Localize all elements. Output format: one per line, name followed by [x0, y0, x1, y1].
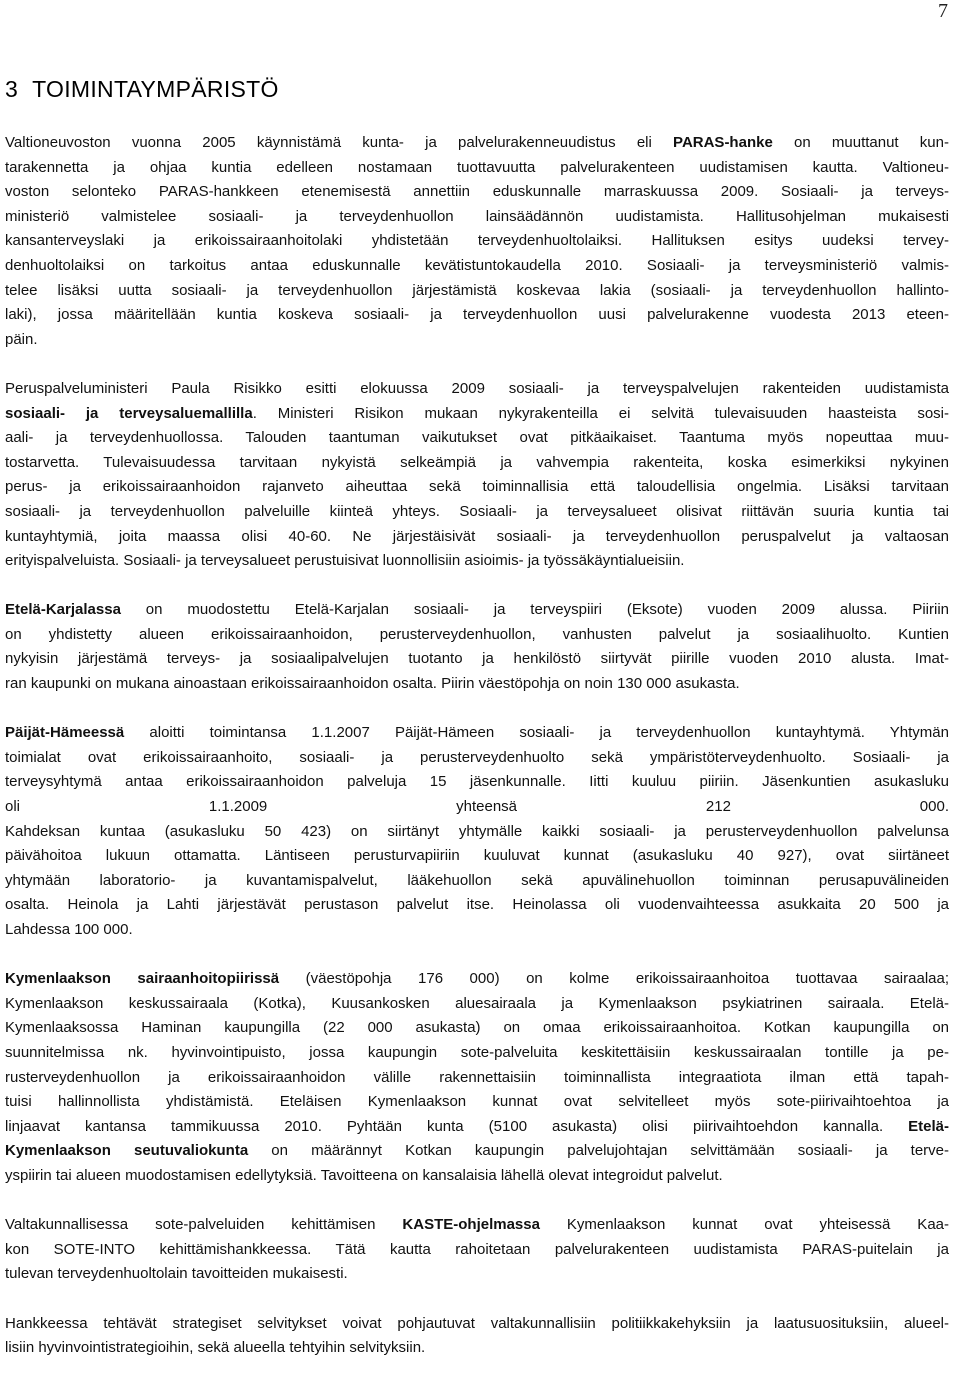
text-line: [5, 1090, 949, 1115]
bold-text: Etelä-Karjalassa: [5, 601, 121, 619]
text-line: [5, 1041, 949, 1066]
bold-text: sosiaali- ja terveysaluemallilla: [5, 404, 253, 422]
text-line: [5, 205, 949, 230]
text-line: [5, 623, 949, 648]
bold-text: KASTE-ohjelmassa: [402, 1216, 540, 1234]
text-line: [5, 426, 949, 451]
text-run: ministeriö valmistelee sosiaali- ja terveydenhuollon lainsäädännön uudistamista. Hallitusohjelman mukaisesti: [5, 207, 949, 225]
text-line: [5, 377, 949, 402]
text-line: [5, 303, 949, 328]
paragraph: [5, 1213, 949, 1287]
paragraph-gap: [5, 697, 949, 722]
text-line: [5, 1336, 949, 1361]
text-run: Valtioneuvoston vuonna 2005 käynnistämä kunta- ja palvelurakenneuudistus eli: [5, 134, 674, 151]
text-run: on muodostettu Etelä-Karjalan sosiaali- ja terveyspiiri (Eksote) vuoden 2009 alussa. Piiriin: [120, 601, 949, 619]
text-line: [5, 1115, 949, 1140]
paragraph: [5, 377, 949, 574]
text-run: on määrännyt Kotkan kaupungin palvelujohtajan selvittämään sosiaali- ja terve-: [248, 1142, 949, 1160]
paragraph: [5, 598, 949, 696]
text-line: [5, 549, 949, 574]
text-line: [5, 1213, 949, 1238]
text-run: Kymenlaaksossa Haminan kaupungilla (22 000 asukasta) on omaa erikoissairaanhoitoa. Kotkan kaupungilla on: [5, 1019, 949, 1037]
text-run: päivähoitoa lukuun ottamatta. Läntiseen perusturvapiiriin kuuluvat kunnat (asukasluku 40 927), ovat siirtäneet: [5, 847, 949, 865]
text-run: nykyisin järjestämä terveys- ja sosiaalipalvelujen tuotanto ja henkilöstö siirtyvät piirille vuoden 2010 alusta. Imat-: [5, 650, 949, 668]
text-run: denhuoltolaiksi on tarkoitus antaa eduskunnalle kevätistuntokaudella 2010. Sosiaali- ja terveysministeriö valmis-: [5, 256, 949, 274]
text-line: [5, 967, 949, 992]
text-line: [5, 795, 949, 820]
text-run: tulevan terveydenhuoltolain tavoitteiden mukaisesti.: [5, 1265, 348, 1283]
text-run: perus- ja erikoissairaanhoidon rajanveto aiheuttaa sekä toiminnallisia että taloudellisia ongelmia. Lisäksi tarvitaan: [5, 478, 949, 496]
text-run: yspiirin tai alueen muodostamisen edellytyksiä. Tavoitteena on kansalaisia lähellä olevat integroidut palvelut.: [5, 1166, 723, 1184]
text-run: aloitti toimintansa 1.1.2007 Päijät-Hämeen sosiaali- ja terveydenhuollon kuntayhtymä. Yhtymän: [124, 724, 949, 742]
text-run: sosiaali- ja terveydenhuollon palveluille kiinteä yhteys. Sosiaali- ja terveysalueet olisivat riittävän suuria kuntia tai: [5, 502, 949, 520]
paragraph-gap: [5, 574, 949, 599]
text-line: [5, 1139, 949, 1164]
text-run: on yhdistetty alueen erikoissairaanhoidon, perusterveydenhuollon, vanhusten palvelut ja sosiaalihuolto. Kuntien: [5, 625, 949, 643]
text-run: tostarvetta. Tulevaisuudessa tarvitaan nykyistä selkeämpiä ja vahvempia rakenteita, koska esimerkiksi nykyinen: [5, 453, 949, 471]
text-line: [5, 869, 949, 894]
section-heading: [5, 76, 279, 103]
text-run: linjaavat kantansa tammikuussa 2010. Pyhtään kunta (5100 asukasta) olisi piirivaihtoehdon kannalla.: [5, 1117, 909, 1135]
text-line: [5, 647, 949, 672]
text-line: [5, 893, 949, 918]
bold-text: Päijät-Hämeessä: [5, 724, 125, 742]
text-run: toimialat ovat erikoissairaanhoito, sosiaali- ja perusterveydenhuolto sekä ympäristöterveydenhuolto. Sosiaali- ja: [5, 748, 949, 766]
paragraph: [5, 1312, 949, 1361]
text-line: [5, 279, 949, 304]
text-run: tuisi hallinnollista yhdistämistä. Eteläisen Kymenlaakson kunnat ovat selvitelleet myös sote-piirivaihtoehtoa ja: [5, 1093, 949, 1111]
text-line: [5, 402, 949, 427]
text-line: [5, 746, 949, 771]
text-run: Peruspalveluministeri Paula Risikko esitti elokuussa 2009 sosiaali- ja terveyspalvelujen rakenteiden uudistamista: [5, 379, 949, 397]
bold-text: Kymenlaakson seutuvaliokunta: [5, 1142, 249, 1160]
text-line: [5, 918, 949, 943]
text-run: rusterveydenhuollon ja erikoissairaanhoidon välille rakennettaisiin toiminnallista integraatiota ilman että tapah-: [5, 1068, 949, 1086]
text-run: kansanterveyslaki ja erikoissairaanhoitolaki yhdistetään terveydenhuoltolaiksi. Hallituksen esitys uudeksi tervey-: [5, 232, 949, 250]
bold-text: PARAS-hanke: [673, 134, 773, 151]
bold-text: Kymenlaakson sairaanhoitopiirissä: [5, 970, 280, 988]
text-line: [5, 598, 949, 623]
bold-text: Etelä-: [908, 1117, 949, 1135]
text-run: Kymenlaakson keskussairaala (Kotka), Kuusankosken aluesairaala ja Kymenlaakson psykiatrinen sairaala. Etelä-: [5, 994, 949, 1012]
paragraph-gap: [5, 1189, 949, 1214]
text-line: [5, 1312, 949, 1337]
text-run: (väestöpohja 176 000) on kolme erikoissairaanhoitoa tuottavaa sairaalaa;: [279, 970, 949, 988]
text-line: [5, 1238, 949, 1263]
text-run: ran kaupunki on mukana ainoastaan erikoissairaanhoidon osalta. Piirin väestöpohja on noin 130 000 asukasta.: [5, 675, 740, 693]
paragraph-gap: [5, 1287, 949, 1312]
paragraph-gap: [5, 943, 949, 968]
text-run: kon SOTE-INTO kehittämishankkeessa. Tätä kautta rahoitetaan palvelurakenteen uudistamista PARAS-puitelain ja: [5, 1240, 949, 1258]
text-run: osalta. Heinola ja Lahti järjestävät perustason palvelut itse. Heinolassa oli vuodenvaihteessa asukkaita 20 500 ja: [5, 896, 949, 914]
body-text: [5, 131, 949, 1361]
text-run: oli 1.1.2009 yhteensä 212 000.: [5, 798, 949, 816]
text-run: lisiin hyvinvointistrategioihin, sekä alueella tehtyihin selvityksiin.: [5, 1339, 426, 1357]
text-run: on muuttanut kun-: [772, 134, 949, 151]
text-line: [5, 475, 949, 500]
text-line: [5, 500, 949, 525]
text-line: [5, 328, 949, 353]
text-line: [5, 131, 949, 156]
text-run: laki), jossa määritellään kuntia koskeva sosiaali- ja terveydenhuollon uusi palvelurakenne vuodesta 2013 eteen-: [5, 306, 949, 324]
text-line: [5, 721, 949, 746]
paragraph: [5, 967, 949, 1188]
text-run: tarakennetta ja ohjaa kuntia edelleen nostamaan tuottavuutta palvelurakenteen uudistamisen kautta. Valtioneu-: [5, 158, 949, 176]
text-run: erityispalveluista. Sosiaali- ja terveysalueet perustuisivat luonnollisiin asioimis- ja työssäkäyntialueisiin.: [5, 552, 685, 570]
text-line: [5, 1016, 949, 1041]
text-line: [5, 672, 949, 697]
paragraph: [5, 131, 949, 352]
text-line: [5, 451, 949, 476]
text-line: [5, 156, 949, 181]
page-number: 7: [938, 0, 948, 22]
text-run: voston selonteko PARAS-hankkeen etenemisestä annettiin eduskunnalle marraskuussa 2009. Sosiaali- ja terveys-: [5, 183, 949, 201]
text-run: aali- ja terveydenhuollossa. Talouden taantuman vaikutukset ovat pitkäaikaiset. Taantuma myös nopeuttaa muu-: [5, 429, 949, 447]
text-run: kuntayhtymiä, joita maassa olisi 40-60. Ne järjestäisivät sosiaali- ja terveydenhuollon peruspalvelut ja valtaosan: [5, 527, 949, 545]
text-run: Lahdessa 100 000.: [5, 921, 133, 938]
text-line: [5, 770, 949, 795]
section-title: TOIMINTAYMPÄRISTÖ: [32, 76, 279, 102]
text-line: [5, 229, 949, 254]
text-run: päin.: [5, 330, 38, 348]
paragraph: [5, 721, 949, 942]
text-run: . Ministeri Risikon mukaan nykyrakenteilla ei selvitä tulevaisuuden haasteista sosi-: [252, 404, 949, 422]
text-line: [5, 180, 949, 205]
text-run: yhtymään laboratorio- ja kuvantamispalvelut, lääkehuollon sekä apuvälinehuollon toiminnan perusapuvälineiden: [5, 871, 949, 889]
text-line: [5, 1066, 949, 1091]
text-run: suunnitelmissa nk. hyvinvointipuisto, jossa kaupungin sote-palveluita keskitettäisiin keskussairaalan tontille ja pe-: [5, 1043, 949, 1061]
text-line: [5, 525, 949, 550]
paragraph-gap: [5, 352, 949, 377]
text-run: Kymenlaakson kunnat ovat yhteisessä Kaa-: [539, 1216, 949, 1234]
text-run: terveysyhtymä antaa erikoissairaanhoidon palveluja 15 jäsenkunnalle. Iitti kuuluu piiriin. Jäsenkuntien asukasluku: [5, 773, 949, 791]
text-line: [5, 1164, 949, 1189]
text-line: [5, 1262, 949, 1287]
text-line: [5, 254, 949, 279]
text-line: [5, 992, 949, 1017]
text-run: telee lisäksi uutta sosiaali- ja terveydenhuollon järjestämistä koskevaa lakia (sosiaali- ja terveydenhuollon hallinto-: [5, 281, 949, 299]
text-run: Valtakunnallisessa sote-palveluiden kehittämisen: [5, 1216, 403, 1234]
section-number: 3: [5, 76, 19, 102]
text-run: Kahdeksan kuntaa (asukasluku 50 423) on siirtänyt yhtymälle kaikki sosiaali- ja perusterveydenhuollon palvelunsa: [5, 822, 949, 840]
text-run: Hankkeessa tehtävät strategiset selvitykset voivat pohjautuvat valtakunnallisiin politiikkakehyksiin ja laatusuosituksiin, alueel-: [5, 1314, 949, 1332]
text-line: [5, 844, 949, 869]
text-line: [5, 820, 949, 845]
